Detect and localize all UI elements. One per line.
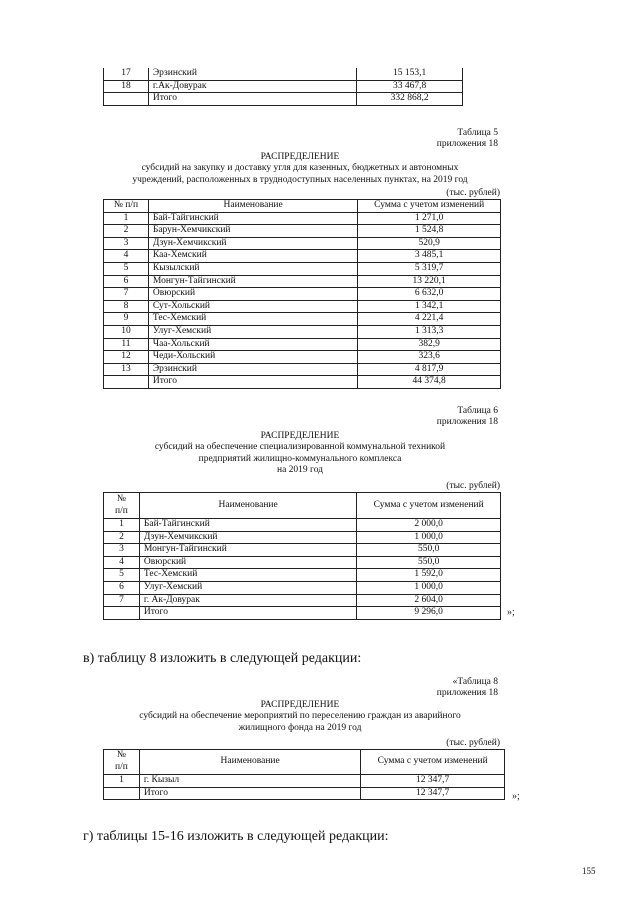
table6-label-line2: приложения 18: [436, 417, 498, 427]
row-number: [104, 93, 149, 106]
row-number: 8: [104, 300, 149, 313]
row-name: Эрзинский: [148, 68, 356, 80]
row-sum: 5 319,7: [358, 262, 501, 275]
row-name: Чаа-Хольский: [148, 338, 357, 351]
table-row: [104, 288, 501, 301]
row-number: 7: [104, 288, 149, 301]
table5-units: (тыс. рублей): [446, 188, 500, 198]
table6-label-line1: Таблица 6: [457, 406, 498, 416]
table8-title: РАСПРЕДЕЛЕНИЕ: [260, 700, 340, 710]
row-number: 9: [104, 313, 149, 326]
table-row: [104, 313, 501, 326]
table6: [103, 492, 501, 620]
table8-units: (тыс. рублей): [446, 738, 500, 748]
row-sum: 323,6: [358, 351, 501, 364]
table6-subtitle-line2: предприятий жилищно-коммунального комплекса: [198, 453, 402, 464]
header-number: [104, 750, 140, 775]
row-name: Кызылский: [148, 262, 357, 275]
table-row-total: [104, 93, 463, 106]
row-number: 12: [104, 351, 149, 364]
table5-title: РАСПРЕДЕЛЕНИЕ: [260, 152, 340, 162]
table-row: [104, 237, 501, 250]
table8-label-line2: приложения 18: [436, 688, 498, 698]
header-name: Наименование: [148, 200, 357, 213]
table-row: [104, 519, 501, 532]
header-name: Наименование: [139, 750, 360, 775]
table-row: [104, 80, 463, 93]
table8-label-line1: «Таблица 8: [452, 677, 498, 687]
table-row: [104, 531, 501, 544]
table8-closing-quote: »;: [512, 791, 520, 802]
table5-label-line1: Таблица 5: [457, 128, 498, 138]
row-number: 17: [104, 68, 149, 80]
table6-body: [104, 519, 501, 620]
row-number: 4: [104, 556, 140, 569]
row-number: 2: [104, 531, 140, 544]
table-header-row: [104, 493, 501, 519]
table6-subtitle-line3: на 2019 год: [276, 465, 324, 476]
table8-caption: [100, 700, 500, 734]
table5-subtitle-line2: учреждений, расположенных в труднодоступных населенных пунктах, на 2019 год: [132, 174, 468, 185]
table8-body: [104, 775, 505, 800]
row-name: Итого: [148, 93, 356, 106]
row-number: 1: [104, 519, 140, 532]
table-row: [104, 556, 501, 569]
row-sum: 1 313,3: [358, 325, 501, 338]
row-sum: 520,9: [358, 237, 501, 250]
table-row: [104, 775, 505, 788]
table-row: [104, 338, 501, 351]
row-sum: 332 868,2: [357, 93, 463, 106]
header-number-line2: п/п: [115, 505, 128, 516]
row-sum: 2 604,0: [357, 594, 501, 607]
row-sum: 4 221,4: [358, 313, 501, 326]
table-row: [104, 581, 501, 594]
row-number: 13: [104, 363, 149, 376]
table-row: [104, 376, 501, 389]
table-row: [104, 363, 501, 376]
table5-label: [300, 128, 498, 150]
header-sum: Сумма с учетом изменений: [361, 750, 505, 775]
top-table-body: [104, 68, 463, 105]
row-number: 11: [104, 338, 149, 351]
row-sum: 12 347,7: [361, 775, 505, 788]
table-row: [104, 262, 501, 275]
row-name: г. Кызыл: [139, 775, 360, 788]
row-number: 4: [104, 250, 149, 263]
row-number: 6: [104, 275, 149, 288]
table6-label: [300, 406, 498, 428]
row-name: Чеди-Хольский: [148, 351, 357, 364]
table6-header: [104, 493, 501, 519]
row-sum: 13 220,1: [358, 275, 501, 288]
page-number: 155: [582, 866, 596, 876]
row-sum: 6 632,0: [358, 288, 501, 301]
table-row: [104, 275, 501, 288]
table-row: [104, 325, 501, 338]
table-row: [104, 351, 501, 364]
row-sum: 550,0: [357, 544, 501, 557]
row-name: Каа-Хемский: [148, 250, 357, 263]
row-name: Овюрский: [139, 556, 356, 569]
row-name: Бай-Тайгинский: [139, 519, 356, 532]
row-number: 3: [104, 237, 149, 250]
header-sum: Сумма с учетом изменений: [357, 493, 501, 519]
header-number-line1: №: [116, 750, 126, 761]
row-name: Дзун-Хемчикский: [148, 237, 357, 250]
header-number-line2: п/п: [115, 762, 128, 772]
top-table: [103, 68, 463, 106]
row-name: Бай-Тайгинский: [148, 212, 357, 225]
row-number: 10: [104, 325, 149, 338]
row-sum: 44 374,8: [358, 376, 501, 389]
table8-header: [104, 750, 505, 775]
row-name: Итого: [148, 376, 357, 389]
row-number: 2: [104, 225, 149, 238]
row-number: 1: [104, 212, 149, 225]
table-row: [104, 68, 463, 80]
row-name: Овюрский: [148, 288, 357, 301]
row-sum: 2 000,0: [357, 519, 501, 532]
table8: [103, 749, 505, 800]
row-name: Итого: [139, 607, 356, 620]
header-number-line1: №: [116, 493, 126, 504]
table-row: [104, 300, 501, 313]
row-name: Дзун-Хемчикский: [139, 531, 356, 544]
row-sum: 1 271,0: [358, 212, 501, 225]
table5-caption: [100, 152, 500, 186]
table-header-row: [104, 200, 501, 213]
row-sum: 9 296,0: [357, 607, 501, 620]
row-name: Итого: [139, 787, 360, 800]
row-sum: 15 153,1: [357, 68, 463, 80]
row-name: Улуг-Хемский: [148, 325, 357, 338]
table6-title: РАСПРЕДЕЛЕНИЕ: [260, 431, 340, 441]
table6-units: (тыс. рублей): [446, 481, 500, 491]
row-number: [104, 376, 149, 389]
row-number: [104, 607, 140, 620]
table-row: [104, 544, 501, 557]
row-sum: 3 485,1: [358, 250, 501, 263]
row-number: 3: [104, 544, 140, 557]
table-row: [104, 225, 501, 238]
table8-subtitle-line2: жилищного фонда на 2019 год: [238, 722, 362, 733]
table8-label: [300, 677, 498, 699]
row-sum: 1 524,8: [358, 225, 501, 238]
header-sum: Сумма с учетом изменений: [358, 200, 501, 213]
row-number: 7: [104, 594, 140, 607]
table6-caption: [100, 431, 500, 477]
row-sum: 12 347,7: [361, 787, 505, 800]
table-row: [104, 212, 501, 225]
row-name: Тес-Хемский: [139, 569, 356, 582]
row-number: 5: [104, 262, 149, 275]
table5: [103, 199, 501, 389]
row-sum: 1 592,0: [357, 569, 501, 582]
row-number: 5: [104, 569, 140, 582]
table-row: [104, 569, 501, 582]
row-name: г.Ак-Довурак: [148, 80, 356, 93]
table8-subtitle-line1: субсидий на обеспечение мероприятий по переселению граждан из аварийного: [139, 711, 461, 722]
row-name: Барун-Хемчикский: [148, 225, 357, 238]
header-number: № п/п: [104, 200, 149, 213]
row-name: Улуг-Хемский: [139, 581, 356, 594]
table5-body: [104, 212, 501, 388]
row-sum: 1 342,1: [358, 300, 501, 313]
table-header-row: [104, 750, 505, 775]
header-name: Наименование: [139, 493, 356, 519]
row-number: [104, 787, 140, 800]
table-row: [104, 250, 501, 263]
table-row: [104, 607, 501, 620]
row-name: Сут-Хольский: [148, 300, 357, 313]
row-number: 1: [104, 775, 140, 788]
table-row: [104, 787, 505, 800]
header-number: [104, 493, 140, 519]
row-sum: 1 000,0: [357, 581, 501, 594]
row-name: г. Ак-Довурак: [139, 594, 356, 607]
table6-subtitle-line1: субсидий на обеспечение специализированной коммунальной техникой: [154, 442, 446, 453]
row-name: Монгун-Тайгинский: [139, 544, 356, 557]
table5-header: [104, 200, 501, 213]
row-sum: 382,9: [358, 338, 501, 351]
row-name: Монгун-Тайгинский: [148, 275, 357, 288]
row-name: Тес-Хемский: [148, 313, 357, 326]
instruction-item-v: в) таблицу 8 изложить в следующей редакции:: [83, 651, 362, 666]
row-sum: 1 000,0: [357, 531, 501, 544]
instruction-item-g: г) таблицы 15-16 изложить в следующей редакции:: [83, 829, 389, 844]
row-name: Эрзинский: [148, 363, 357, 376]
row-sum: 550,0: [357, 556, 501, 569]
row-number: 18: [104, 80, 149, 93]
table-row: [104, 594, 501, 607]
row-sum: 33 467,8: [357, 80, 463, 93]
table5-subtitle-line1: субсидий на закупку и доставку угля для казенных, бюджетных и автономных: [141, 163, 459, 174]
table6-closing-quote: »;: [507, 607, 515, 618]
table5-label-line2: приложения 18: [436, 139, 498, 149]
row-sum: 4 817,9: [358, 363, 501, 376]
row-number: 6: [104, 581, 140, 594]
